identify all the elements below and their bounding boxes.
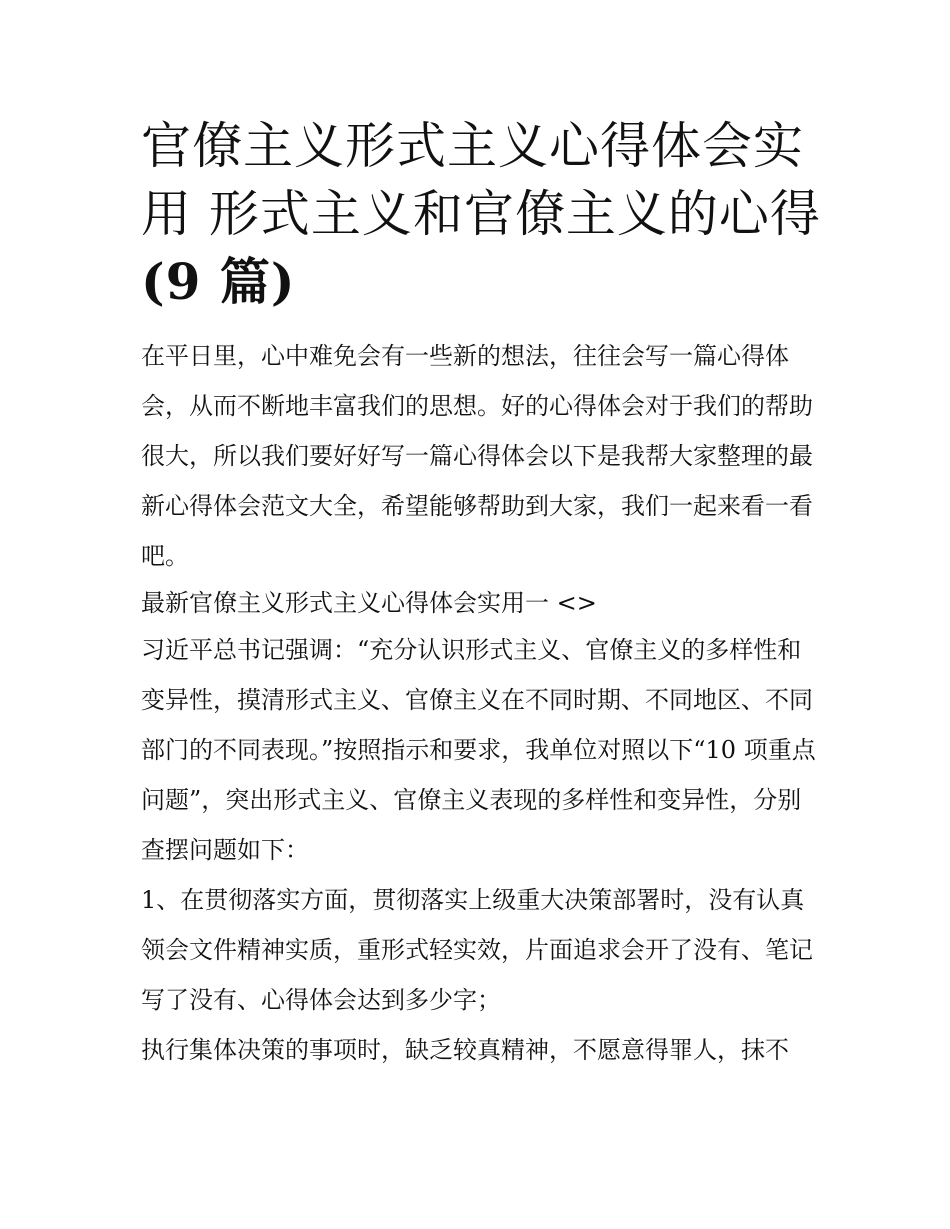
item-1-paragraph: 1、在贯彻落实方面，贯彻落实上级重大决策部署时，没有认真领会文件精神实质，重形式轻实效，片面追求会开了没有、笔记写了没有、心得体会达到多少字； — [141, 886, 813, 1014]
title-count: (9 篇) — [141, 252, 296, 311]
document-title — [141, 112, 821, 316]
document-body — [141, 331, 821, 1075]
quote-paragraph: 习近平总书记强调：“充分认识形式主义、官僚主义的多样性和变异性，摸清形式主义、官僚主义在不同时期、不同地区、不同部门的不同表现。”按照指示和要求，我单位对照以下“10 项重点问题”，突出形式主义、官僚主义表现的多样性和变异性，分别查摆问题如下： — [141, 636, 816, 864]
continuation-paragraph: 执行集体决策的事项时，缺乏较真精神，不愿意得罪人，抹不 — [141, 1036, 789, 1064]
intro-paragraph: 在平日里，心中难免会有一些新的想法，往往会写一篇心得体会，从而不断地丰富我们的思想。好的心得体会对于我们的帮助很大，所以我们要好好写一篇心得体会以下是我帮大家整理的最新心得体会范文大全，希望能够帮助到大家，我们一起来看一看吧。 — [141, 342, 813, 570]
title-main: 官僚主义形式主义心得体会实用 形式主义和官僚主义的心得 — [141, 117, 821, 243]
document-content — [141, 112, 821, 1075]
section-heading: 最新官僚主义形式主义心得体会实用一 <> — [141, 589, 597, 617]
